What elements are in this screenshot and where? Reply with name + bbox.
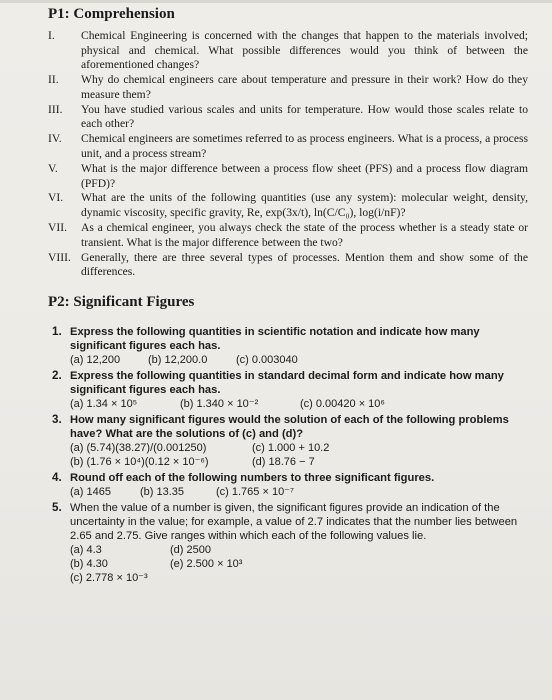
question-text: How many significant figures would the solution of each of the following problems have? What are the solutions of (c) and (d)?	[70, 413, 509, 440]
list-item	[48, 103, 528, 132]
option: (c) 1.000 + 10.2	[252, 441, 330, 454]
question-text: Express the following quantities in scientific notation and indicate how many significant figures each has.	[70, 325, 480, 352]
option: (b) (1.76 × 10⁴)(0.12 × 10⁻⁶)	[70, 455, 209, 468]
list-item	[48, 191, 528, 220]
item-number: V.	[48, 161, 58, 175]
option: (e) 2.500 × 10³	[170, 557, 243, 570]
list-item	[52, 325, 528, 369]
option: (b) 13.35	[140, 485, 185, 498]
answer-options	[70, 543, 528, 585]
question-text: Round off each of the following numbers to three significant figures.	[70, 471, 435, 484]
list-item	[52, 413, 528, 471]
option: (b) 1.340 × 10⁻²	[180, 397, 259, 410]
option	[170, 571, 330, 585]
question-text: When the value of a number is given, the significant figures provide an indication of the uncertainty in the value; for example, a value of 2.7 indicates that the number lies between 2.65 and 2.75. Give ranges within which each of the following values lie.	[70, 501, 518, 542]
p1-title: P1: Comprehension	[48, 6, 175, 22]
option: (d) 18.76 − 7	[252, 455, 315, 468]
item-number: 5.	[52, 500, 62, 514]
list-item	[48, 162, 528, 191]
item-text: What are the units of the following quantities (use any system): molecular weight, density, dynamic viscosity, specific gravity, Re, exp(3x/t), ln(C/C₀), log(i/nF)?	[81, 191, 528, 220]
item-number: III.	[48, 102, 63, 116]
item-number: VI.	[48, 191, 64, 205]
option: (c) 2.778 × 10⁻³	[70, 571, 148, 584]
option: (b) 12,200.0	[148, 353, 208, 366]
list-item	[48, 221, 528, 250]
option: (b) 4.30	[70, 557, 108, 570]
option: (a) 4.3	[70, 543, 102, 556]
question-text: Express the following quantities in standard decimal form and indicate how many significant figures each has.	[70, 369, 504, 396]
answer-options	[70, 485, 528, 499]
p2-title: P2: Significant Figures	[48, 293, 195, 310]
item-number: 2.	[52, 368, 62, 382]
item-text: Why do chemical engineers care about temperature and pressure in their work? How do they measure them?	[81, 73, 528, 101]
option: (a) 12,200	[70, 353, 121, 366]
item-number: II.	[48, 73, 59, 87]
list-item	[48, 29, 528, 73]
item-text: Generally, there are three several types of processes. Mention them and show some of the differences.	[81, 250, 528, 279]
item-text: You have studied various scales and units for temperature. How would those scales relate to each other?	[81, 102, 528, 131]
page-top-edge	[0, 0, 552, 3]
p2-question-list	[48, 325, 528, 587]
item-number: VII.	[48, 221, 67, 235]
list-item	[48, 132, 528, 161]
item-text: Chemical Engineering is concerned with the changes that happen to the materials involved; physical and chemical. What possible differences would you think of between the aforementioned changes?	[81, 29, 528, 72]
option: (a) 1.34 × 10⁵	[70, 397, 138, 410]
item-number: I.	[48, 29, 55, 42]
list-item	[52, 471, 528, 501]
option: (d) 2500	[170, 543, 211, 556]
item-text: As a chemical engineer, you always check the state of the process whether is a steady state or transient. What is the major difference between the two?	[81, 221, 528, 249]
p1-question-list	[48, 29, 528, 280]
answer-options	[70, 353, 528, 367]
option: (a) (5.74)(38.27)/(0.001250)	[70, 441, 207, 454]
item-text: What is the major difference between a process flow sheet (PFS) and a process flow diagram (PFD)?	[81, 161, 528, 190]
option: (c) 0.003040	[236, 353, 298, 366]
option: (c) 1.765 × 10⁻⁷	[216, 485, 294, 498]
list-item	[52, 501, 528, 587]
item-number: 4.	[52, 470, 62, 484]
list-item	[52, 369, 528, 413]
item-number: IV.	[48, 132, 62, 146]
option: (a) 1465	[70, 485, 111, 498]
list-item	[48, 251, 528, 280]
item-text: Chemical engineers are sometimes referred to as process engineers. What is a process, a process unit, and a process stream?	[81, 132, 528, 160]
answer-options	[70, 441, 528, 469]
answer-options	[70, 397, 528, 411]
option: (c) 0.00420 × 10⁶	[300, 397, 385, 410]
list-item	[48, 73, 528, 102]
item-number: 3.	[52, 412, 62, 426]
item-number: VIII.	[48, 250, 71, 264]
item-number: 1.	[52, 324, 62, 338]
